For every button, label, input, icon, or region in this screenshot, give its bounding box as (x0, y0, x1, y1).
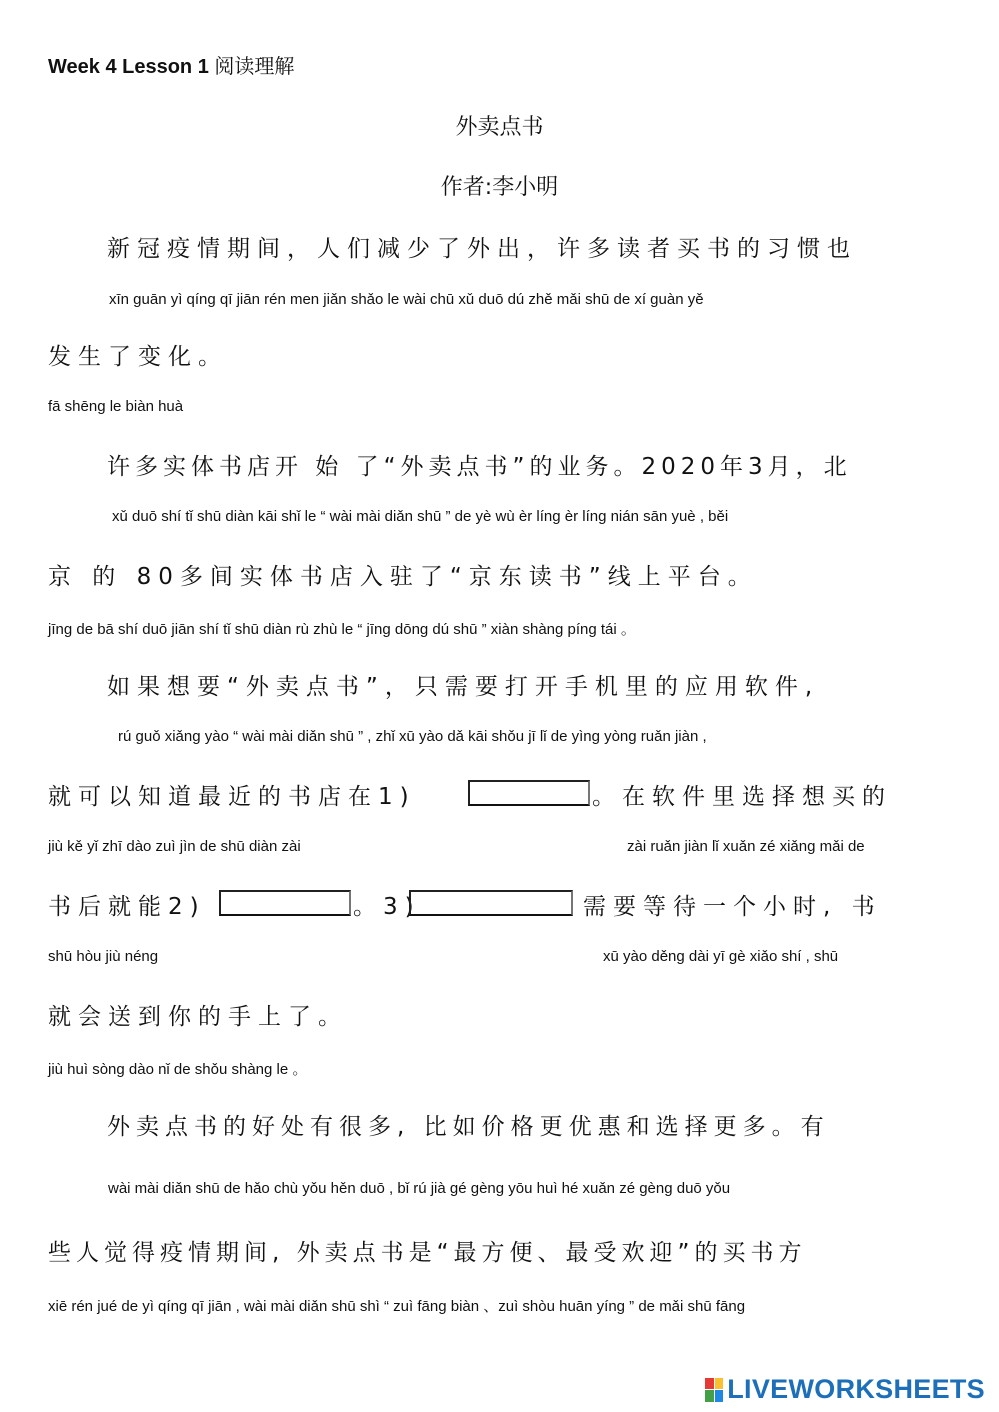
answer-blank-1[interactable] (468, 780, 590, 806)
hanzi-line-2: 发生了变化。 (48, 344, 228, 370)
answer-blank-3[interactable] (409, 890, 573, 916)
pinyin-line-6-end: zài ruǎn jiàn lǐ xuǎn zé xiǎng mǎi de (627, 838, 865, 855)
pinyin-line-7-start: shū hòu jiù néng (48, 948, 159, 965)
hanzi-line-9: 外卖点书的好处有很多, 比如价格更优惠和选择更多。有 (107, 1114, 830, 1140)
lesson-type: 阅读理解 (214, 56, 295, 78)
hanzi-line-6-start: 就可以知道最近的书店在1) (48, 784, 416, 810)
liveworksheets-logo-icon (705, 1378, 723, 1402)
hanzi-line-1: 新冠疫情期间，人们减少了外出，许多读者买书的习惯也 (107, 236, 857, 262)
hanzi-line-10: 些人觉得疫情期间, 外卖点书是“最方便、最受欢迎”的买书方 (48, 1240, 807, 1266)
pinyin-line-4: jīng de bā shí duō jiān shí tǐ shū diàn rù zhù le “ jīng dōng dú shū ” xiàn shàng píng tái 。 (48, 621, 636, 638)
hanzi-line-8: 就会送到你的手上了。 (48, 1004, 348, 1030)
pinyin-line-2: fā shēng le biàn huà (48, 398, 184, 415)
pinyin-line-1: xīn guān yì qíng qī jiān rén men jiǎn shǎo le wài chū xǔ duō dú zhě mǎi shū de xí guàn yě (109, 291, 704, 308)
hanzi-line-5: 如果想要“外卖点书”，只需要打开手机里的应用软件, (107, 674, 820, 700)
hanzi-line-4: 京 的 80多间实体书店入驻了“京东读书”线上平台。 (48, 564, 758, 590)
pinyin-line-9: wài mài diǎn shū de hǎo chù yǒu hěn duō , bǐ rú jià gé gèng yōu huì hé xuǎn zé gèng duō yǒu (108, 1180, 731, 1197)
pinyin-line-7-end: xū yào děng dài yī gè xiǎo shí , shū (603, 948, 839, 965)
liveworksheets-logo (705, 1374, 985, 1405)
article-title: 外卖点书 (455, 115, 544, 140)
lesson-label: Week 4 Lesson 1 (48, 56, 209, 78)
pinyin-line-3: xǔ duō shí tǐ shū diàn kāi shǐ le “ wài mài diǎn shū ” de yè wù èr líng èr líng nián sān yuè , běi (112, 508, 729, 525)
pinyin-line-5: rú guǒ xiǎng yào “ wài mài diǎn shū ” , zhǐ xū yào dǎ kāi shǒu jī lǐ de yìng yòng ruǎn jiàn , (118, 728, 707, 745)
hanzi-line-7-end: 需要等待一个小时, 书 (583, 894, 882, 920)
lesson-header (48, 50, 294, 79)
liveworksheets-logo-text: LIVEWORKSHEETS (727, 1374, 985, 1404)
answer-blank-2[interactable] (219, 890, 351, 916)
hanzi-line-6-end: 。在软件里选择想买的 (592, 784, 892, 810)
pinyin-line-8: jiù huì sòng dào nǐ de shǒu shàng le 。 (48, 1061, 308, 1078)
pinyin-line-10: xiē rén jué de yì qíng qī jiān , wài mài diǎn shū shì “ zuì fāng biàn 、zuì shòu huān yíng ” de mǎi shū fāng (48, 1298, 746, 1315)
article-author: 作者:李小明 (440, 175, 559, 200)
hanzi-line-7-mid: 。3) (353, 894, 421, 920)
pinyin-line-6-start: jiù kě yǐ zhī dào zuì jìn de shū diàn zài (48, 838, 301, 855)
hanzi-line-3: 许多实体书店开 始 了“外卖点书”的业务。2020年3月，北 (107, 454, 852, 480)
hanzi-line-7-start: 书后就能2) (48, 894, 206, 920)
